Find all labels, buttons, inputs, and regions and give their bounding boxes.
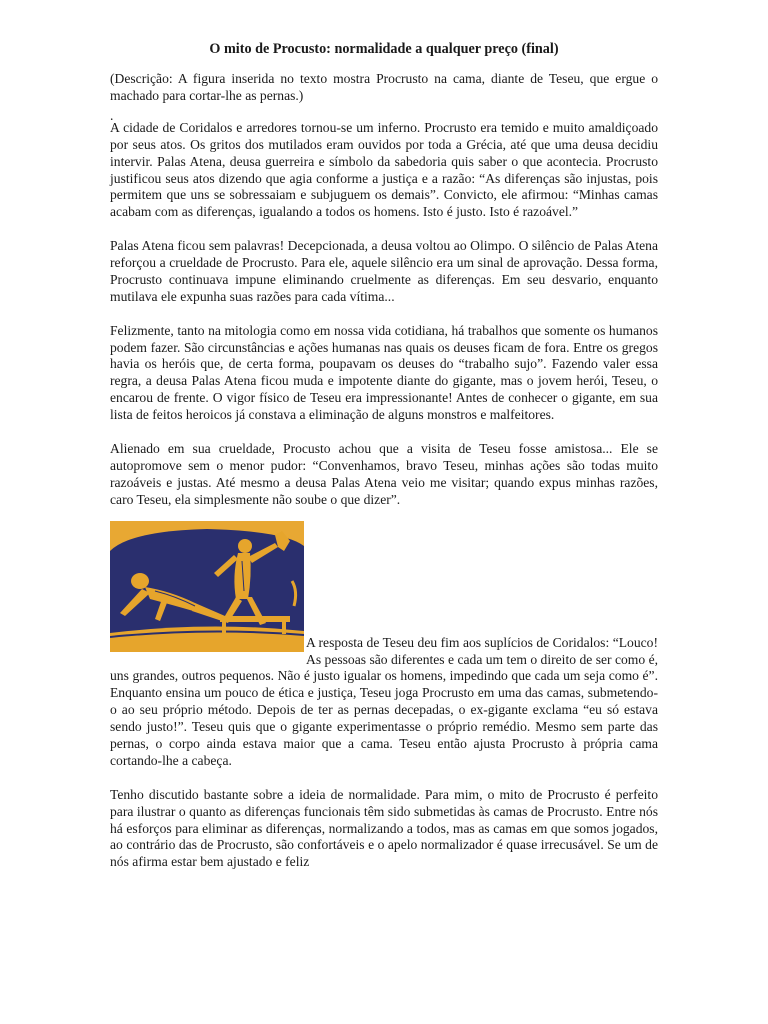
stray-dot: . — [110, 107, 114, 123]
paragraph-4: Alienado em sua crueldade, Procusto achou que a visita de Teseu fosse amistosa... Ele se autopromove sem o menor pudor: “Convenhamos, bravo Teseu, minhas ações são todas muito razoáveis e justas. Até mesmo a deusa Palas Atena veio me visitar; quando expus minhas razões, caro Teseu, ela simplesmente não soube o que dizer”. — [110, 440, 658, 507]
figure-block — [110, 521, 658, 770]
paragraph-6: Tenho discutido bastante sobre a ideia de normalidade. Para mim, o mito de Procrusto é perfeito para ilustrar o quanto as diferenças funcionais têm sido submetidas às camas de Procrusto. Entre nós há esforços para eliminar as diferenças, normalizando a todos, mas as camas em que somos jogados, ao contrário das de Procrusto, são confortáveis e o apelo normalizador é quase irrecusável. Se um de nós afirma estar bem ajustado e feliz — [110, 786, 658, 870]
image-description: (Descrição: A figura inserida no texto mostra Procrusto na cama, diante de Teseu, que ergue o machado para cortar-lhe as pernas.) — [110, 71, 658, 103]
greek-vase-painting — [110, 521, 304, 652]
paragraph-2: Palas Atena ficou sem palavras! Decepcionada, a deusa voltou ao Olimpo. O silêncio de Palas Atena reforçou a crueldade de Procrusto. Para ele, aquele silêncio era um sinal de aprovação. Dessa forma, Procrusto continuava impune eliminando cruelmente as diferenças. Em seu desvario, enquanto mutilava ele expunha suas razões para cada vítima... — [110, 238, 658, 304]
paragraph-1: A cidade de Coridalos e arredores tornou-se um inferno. Procrusto era temido e muito amaldiçoado por seus atos. Os gritos dos mutilados eram ouvidos por toda a Grécia, até que uma deusa decidiu intervir. Palas Atena, deusa guerreira e símbolo da sabedoria quis saber o que acontecia. Procrusto justificou seus atos dizendo que agia conforme a justiça e a razão: “As diferenças são injustas, pois permitem que uns se sobressaiam e subjuguem os demais”. Convicto, ele afirmou: “Minhas camas acabam com as diferenças, igualando a todos os homens. Isto é justo. Isto é razoável.” — [110, 119, 658, 220]
document-title: O mito de Procusto: normalidade a qualquer preço (final) — [209, 41, 559, 57]
document-page — [110, 40, 658, 871]
paragraph-5: A resposta de Teseu deu fim aos suplícios de Coridalos: “Louco! As pessoas são diferentes e cada um tem o direito de ser como é, uns grandes, outros pequenos. Não é justo igualar os homens, impedindo que cada um seja como é”. Enquanto ensina um pouco de ética e justiça, Teseu joga Procrusto em uma das camas, submetendo-o ao seu próprio método. Depois de ter as pernas decepadas, o ex-gigante exclama “eu só estava sendo justo!”. Teseu quis que o gigante experimentasse o próprio remédio. Mesmo sem parte das pernas, o corpo ainda estava maior que a cama. Teseu então ajusta Procrusto à própria cama cortando-lhe a cabeça. — [110, 634, 658, 768]
paragraph-3: Felizmente, tanto na mitologia como em nossa vida cotidiana, há trabalhos que somente os humanos podem fazer. São circunstâncias e ações humanas nas quais os deuses ficam de fora. Entre os gregos havia os heróis que, de certa forma, poupavam os deuses do “trabalho sujo”. Fazendo valer essa regra, a deusa Palas Atena ficou muda e impotente diante do gigante, mas o jovem herói, Teseu, o encarou de frente. O vigor físico de Teseu era impressionante! Antes de conhecer o gigante, em sua lista de feitos heroicos já constava a eliminação de alguns monstros e malfeitores. — [110, 322, 658, 423]
